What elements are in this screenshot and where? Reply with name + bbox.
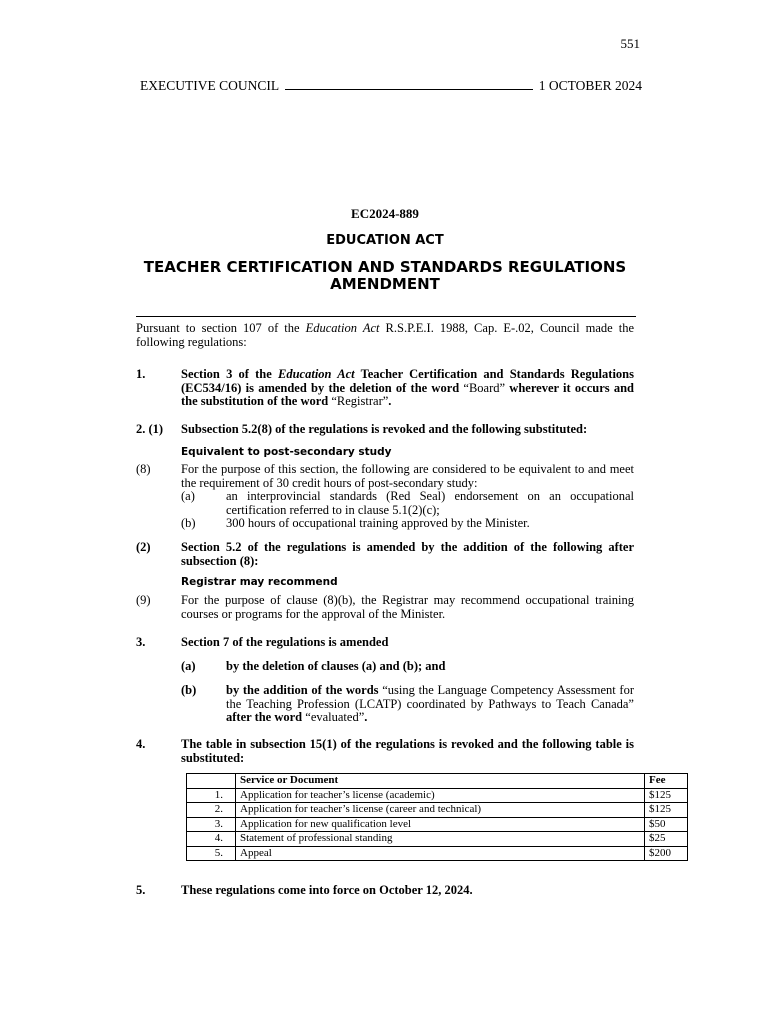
- s3b-end: .: [364, 710, 368, 724]
- clause-a-text: an interprovincial standards (Red Seal) endorsement on an occupational certification referred to in clause 5.1(2)(c);: [226, 489, 634, 517]
- running-header: [140, 78, 642, 94]
- table-row: [187, 846, 688, 861]
- s1-word-registrar: “Registrar”: [331, 394, 389, 408]
- s1-part-1: Section 3 of the: [181, 367, 279, 381]
- header-date: 1 OCTOBER 2024: [538, 78, 642, 93]
- section-3-number: 3.: [136, 635, 146, 649]
- subsection-9-number: (9): [136, 593, 151, 607]
- s3b-word: “evaluated”: [305, 710, 365, 724]
- table-row: [187, 832, 688, 847]
- header-cell-num: [187, 774, 236, 789]
- subsection-8-text: For the purpose of this section, the following are considered to be equivalent to and meet the requirement of 30 credit hours of post-secondary study:: [181, 462, 634, 490]
- row-fee: $200: [645, 846, 688, 861]
- table-row: [187, 817, 688, 832]
- section-5-number: 5.: [136, 883, 146, 897]
- row-service: Application for teacher’s license (career and technical): [236, 803, 645, 818]
- s3-clause-a-text: by the deletion of clauses (a) and (b); and: [226, 659, 446, 673]
- row-number: 2.: [187, 803, 236, 818]
- order-number: EC2024-889: [351, 206, 419, 221]
- s1-act-name: Education Act: [278, 367, 355, 381]
- table-row: [187, 803, 688, 818]
- act-title: EDUCATION ACT: [326, 233, 444, 248]
- row-fee: $25: [645, 832, 688, 847]
- row-fee: $125: [645, 788, 688, 803]
- preamble-text-2: R.S.P.E.I. 1988, Cap. E-.02, Council made the following regulations:: [136, 321, 634, 349]
- subsection-8-number: (8): [136, 462, 151, 476]
- title-divider: [136, 316, 636, 317]
- subsection-9-text: For the purpose of clause (8)(b), the Registrar may recommend occupational training courses or programs for the approval of the Minister.: [181, 593, 634, 621]
- regulation-title-line1: TEACHER CERTIFICATION AND STANDARDS REGULATIONS: [143, 258, 627, 276]
- s1-part-2: Teacher Certification and Standards Regulations (EC534/16) is amended by the deletion of the word: [181, 367, 634, 395]
- row-service: Statement of professional standing: [236, 832, 645, 847]
- header-rule: [285, 89, 533, 90]
- clause-b-label: (b): [181, 516, 196, 530]
- row-fee: $50: [645, 817, 688, 832]
- s3b-part-2: after the word: [226, 710, 306, 724]
- header-cell-fee: Fee: [645, 774, 688, 789]
- section-2-1-text: Subsection 5.2(8) of the regulations is revoked and the following substituted:: [181, 422, 588, 436]
- heading-registrar: Registrar may recommend: [181, 576, 338, 588]
- s1-part-3: wherever it occurs and the substitution of the word: [181, 380, 634, 408]
- section-4-text: The table in subsection 15(1) of the regulations is revoked and the following table is substituted:: [181, 737, 634, 765]
- clause-a-label: (a): [181, 489, 195, 503]
- header-cell-service: Service or Document: [236, 774, 645, 789]
- s1-end: .: [388, 394, 392, 408]
- section-2-2-number: (2): [136, 540, 151, 554]
- row-number: 1.: [187, 788, 236, 803]
- fee-table: [186, 773, 688, 861]
- section-3-text: Section 7 of the regulations is amended: [181, 635, 389, 649]
- table-row: [187, 788, 688, 803]
- section-5-text: These regulations come into force on October 12, 2024.: [181, 883, 473, 897]
- preamble-act-name: Education Act: [305, 321, 380, 335]
- row-service: Appeal: [236, 846, 645, 861]
- row-number: 5.: [187, 846, 236, 861]
- preamble-text-1: Pursuant to section 107 of the: [136, 321, 306, 335]
- row-service: Application for teacher’s license (academic): [236, 788, 645, 803]
- regulation-title: [130, 259, 640, 293]
- section-2-1-number: 2. (1): [136, 422, 164, 436]
- row-fee: $125: [645, 803, 688, 818]
- table-header-row: [187, 774, 688, 789]
- clause-b-text: 300 hours of occupational training approved by the Minister.: [226, 516, 530, 530]
- section-1-text: [181, 368, 634, 409]
- s3b-part-1: by the addition of the words: [226, 683, 383, 697]
- section-2-2-text: Section 5.2 of the regulations is amended by the addition of the following after subsection (8):: [181, 540, 634, 568]
- section-1-number: 1.: [136, 367, 146, 381]
- row-number: 3.: [187, 817, 236, 832]
- s1-word-board: “Board”: [463, 380, 506, 395]
- s3-clause-b-text: [226, 684, 634, 725]
- preamble: [136, 322, 634, 349]
- s3-clause-a-label: (a): [181, 659, 196, 673]
- heading-equivalent: Equivalent to post-secondary study: [181, 446, 392, 458]
- page-number: 551: [620, 36, 640, 51]
- section-4-number: 4.: [136, 737, 146, 751]
- header-council: EXECUTIVE COUNCIL: [140, 78, 280, 93]
- s3-clause-b-label: (b): [181, 683, 197, 697]
- regulation-title-line2: AMENDMENT: [330, 275, 440, 293]
- row-number: 4.: [187, 832, 236, 847]
- s3b-quote: “using the Language Competency Assessment for the Teaching Profession (LCATP) coordinated by Pathways to Teach Canada”: [226, 683, 634, 711]
- row-service: Application for new qualification level: [236, 817, 645, 832]
